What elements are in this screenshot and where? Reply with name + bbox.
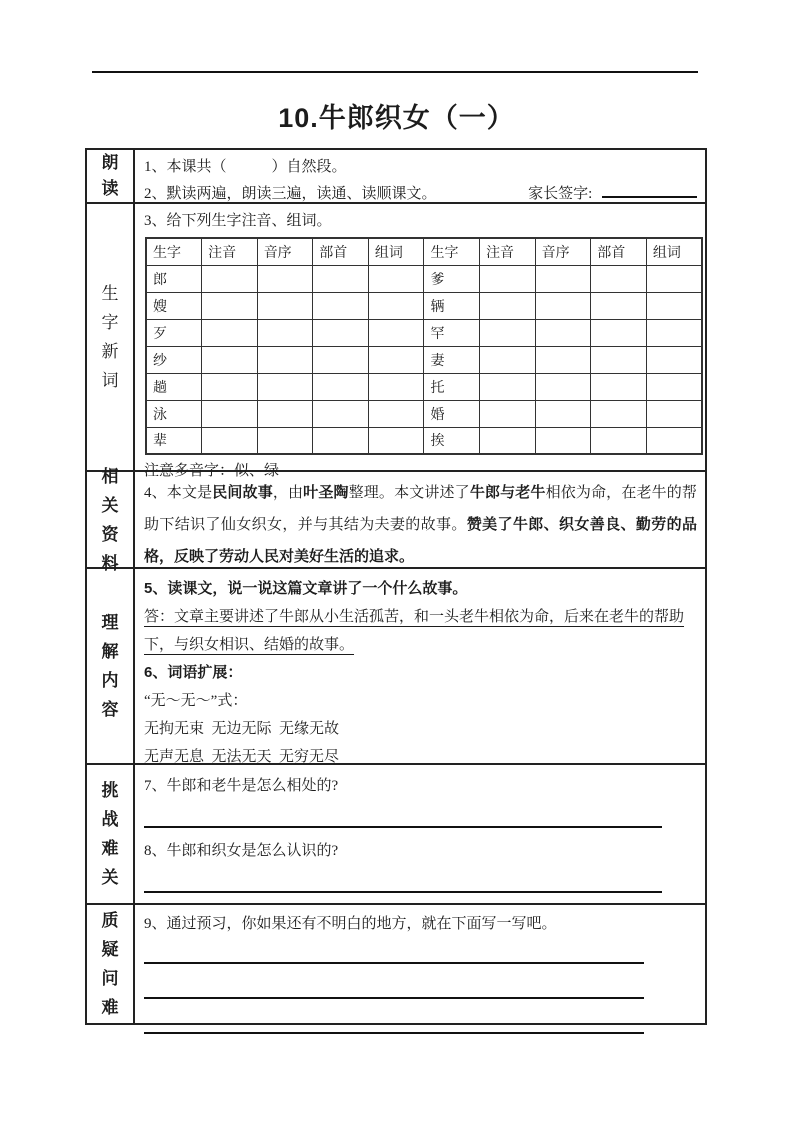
fill-cell <box>646 346 702 373</box>
polyphone-note: 注意多音字：似、绿 <box>144 463 280 479</box>
char-cell: 辈 <box>146 427 202 454</box>
fill-cell <box>202 346 258 373</box>
section-challenge <box>87 765 705 905</box>
fill-cell <box>646 265 702 292</box>
fill-cell <box>257 373 313 400</box>
fill-cell <box>202 427 258 454</box>
section-label-reading: 朗读 <box>101 153 119 198</box>
fill-cell <box>368 427 424 454</box>
section-reading <box>87 150 705 204</box>
parent-signature-blank <box>602 183 697 198</box>
fill-cell <box>202 400 258 427</box>
section-label-related-cell <box>87 466 135 573</box>
char-cell: 妻 <box>424 346 480 373</box>
char-cell: 泳 <box>146 400 202 427</box>
fill-cell <box>313 400 369 427</box>
section-label-questions-cell <box>87 905 135 1023</box>
fill-cell <box>368 319 424 346</box>
background-text-bold: 赞美了牛郎、织女善良、勤劳的品格，反映了劳动人民对美好生活的追求。 <box>144 516 697 565</box>
table-row <box>146 265 702 292</box>
fill-cell <box>480 292 536 319</box>
task-1-paragraph-count: 1、本课共（ ）自然段。 <box>144 159 347 175</box>
task-3-instruction: 3、给下列生字注音、组词。 <box>144 213 332 229</box>
col-header: 生字 <box>146 238 202 265</box>
col-header: 组词 <box>646 238 702 265</box>
col-header: 音序 <box>257 238 313 265</box>
background-text-bold: 叶圣陶 <box>303 484 349 501</box>
fill-cell <box>646 373 702 400</box>
question-7: 7、牛郎和老牛是怎么相处的? <box>144 778 339 794</box>
question-6: 6、词语扩展： <box>144 664 243 681</box>
fill-cell <box>535 373 591 400</box>
fill-cell <box>646 319 702 346</box>
answer-5: 答：文章主要讲述了牛郎从小生活孤苦，和一头老牛相依为命，后来在老牛的帮助下，与织女相识、结婚的故事。 <box>144 609 685 653</box>
fill-cell <box>535 346 591 373</box>
char-cell: 嫂 <box>146 292 202 319</box>
table-row <box>146 373 702 400</box>
fill-cell <box>313 373 369 400</box>
fill-cell <box>535 400 591 427</box>
background-text: ，由 <box>272 485 304 501</box>
char-cell: 趟 <box>146 373 202 400</box>
background-text: 相依为命，在老牛的帮助下结识了仙女织女，并与其结为夫妻的故事。 <box>144 485 697 533</box>
fill-cell <box>646 427 702 454</box>
fill-cell <box>257 265 313 292</box>
section-label-challenge-cell <box>87 765 135 903</box>
section-label-related: 相关资料 <box>101 466 119 573</box>
fill-cell <box>646 400 702 427</box>
col-header: 部首 <box>591 238 647 265</box>
background-text: 整理。本文讲述了 <box>348 485 470 501</box>
fill-cell <box>202 373 258 400</box>
header-rule <box>92 71 698 73</box>
fill-cell <box>202 265 258 292</box>
fill-cell <box>368 346 424 373</box>
col-header: 部首 <box>313 238 369 265</box>
answer-blank-9c <box>144 1032 644 1034</box>
table-row <box>146 292 702 319</box>
char-cell: 郎 <box>146 265 202 292</box>
background-text-bold: 民间故事 <box>212 484 273 501</box>
col-header: 生字 <box>424 238 480 265</box>
section-label-new-words-cell <box>87 204 135 470</box>
fill-cell <box>591 292 647 319</box>
answer-blank-7 <box>144 826 662 828</box>
fill-cell <box>313 292 369 319</box>
fill-cell <box>480 265 536 292</box>
fill-cell <box>257 319 313 346</box>
fill-cell <box>535 319 591 346</box>
fill-cell <box>368 373 424 400</box>
answer-blank-9b <box>144 997 644 999</box>
char-cell: 罕 <box>424 319 480 346</box>
fill-cell <box>202 319 258 346</box>
section-label-comprehension-cell <box>87 569 135 763</box>
background-text-bold: 牛郎与老牛 <box>469 484 546 501</box>
section-questions <box>87 905 705 1023</box>
section-label-new-words: 生字新词 <box>101 284 119 390</box>
fill-cell <box>313 346 369 373</box>
section-challenge-content <box>135 765 705 903</box>
fill-cell <box>368 292 424 319</box>
fill-cell <box>591 319 647 346</box>
fill-cell <box>480 400 536 427</box>
word-expansion-line-2: 无声无息 无法无天 无穷无尽 <box>144 749 340 765</box>
fill-cell <box>480 319 536 346</box>
fill-cell <box>368 265 424 292</box>
col-header: 注音 <box>480 238 536 265</box>
section-reading-content <box>135 150 705 202</box>
section-label-comprehension: 理解内容 <box>101 613 119 719</box>
char-cell: 托 <box>424 373 480 400</box>
section-new-words-content <box>135 204 711 479</box>
fill-cell <box>591 400 647 427</box>
fill-cell <box>202 292 258 319</box>
answer-blank-8 <box>144 891 662 893</box>
section-label-reading-cell <box>87 150 135 202</box>
question-5: 5、读课文，说一说这篇文章讲了一个什么故事。 <box>144 580 468 597</box>
fill-cell <box>591 265 647 292</box>
col-header: 音序 <box>535 238 591 265</box>
col-header: 注音 <box>202 238 258 265</box>
table-row <box>146 400 702 427</box>
background-text: 4、本文是 <box>144 485 213 501</box>
fill-cell <box>591 427 647 454</box>
word-pattern-label: “无～无～”式： <box>144 693 248 709</box>
character-table <box>145 237 703 455</box>
fill-cell <box>480 427 536 454</box>
section-comprehension-content <box>135 569 705 763</box>
table-row <box>146 346 702 373</box>
table-row <box>146 427 702 454</box>
section-comprehension <box>87 569 705 765</box>
section-questions-content <box>135 905 705 1023</box>
fill-cell <box>591 346 647 373</box>
section-label-challenge: 挑战难关 <box>101 781 119 887</box>
task-2-read-instructions: 2、默读两遍，朗读三遍，读通、读顺课文。 <box>144 186 437 202</box>
fill-cell <box>313 427 369 454</box>
char-cell: 挨 <box>424 427 480 454</box>
fill-cell <box>257 400 313 427</box>
fill-cell <box>646 292 702 319</box>
word-expansion-line-1: 无拘无束 无边无际 无缘无故 <box>144 721 340 737</box>
question-8: 8、牛郎和织女是怎么认识的? <box>144 843 339 859</box>
character-table-header-row <box>146 238 702 265</box>
fill-cell <box>257 292 313 319</box>
fill-cell <box>257 427 313 454</box>
col-header: 组词 <box>368 238 424 265</box>
fill-cell <box>368 400 424 427</box>
fill-cell <box>535 265 591 292</box>
parent-signature-label: 家长签字: <box>528 186 593 202</box>
fill-cell <box>535 427 591 454</box>
answer-blank-9a <box>144 962 644 964</box>
worksheet-table <box>85 148 707 1025</box>
question-9: 9、通过预习，你如果还有不明白的地方，就在下面写一写吧。 <box>144 916 557 932</box>
fill-cell <box>480 346 536 373</box>
char-cell: 爹 <box>424 265 480 292</box>
char-cell: 辆 <box>424 292 480 319</box>
fill-cell <box>480 373 536 400</box>
fill-cell <box>591 373 647 400</box>
fill-cell <box>535 292 591 319</box>
page-title: 10.牛郎织女（一） <box>278 103 515 133</box>
char-cell: 纱 <box>146 346 202 373</box>
section-related-content <box>135 472 705 567</box>
table-row <box>146 319 702 346</box>
char-cell: 婚 <box>424 400 480 427</box>
fill-cell <box>313 319 369 346</box>
section-label-questions: 质疑问难 <box>101 911 119 1017</box>
section-new-words <box>87 204 705 479</box>
fill-cell <box>257 346 313 373</box>
char-cell: 歹 <box>146 319 202 346</box>
fill-cell <box>313 265 369 292</box>
